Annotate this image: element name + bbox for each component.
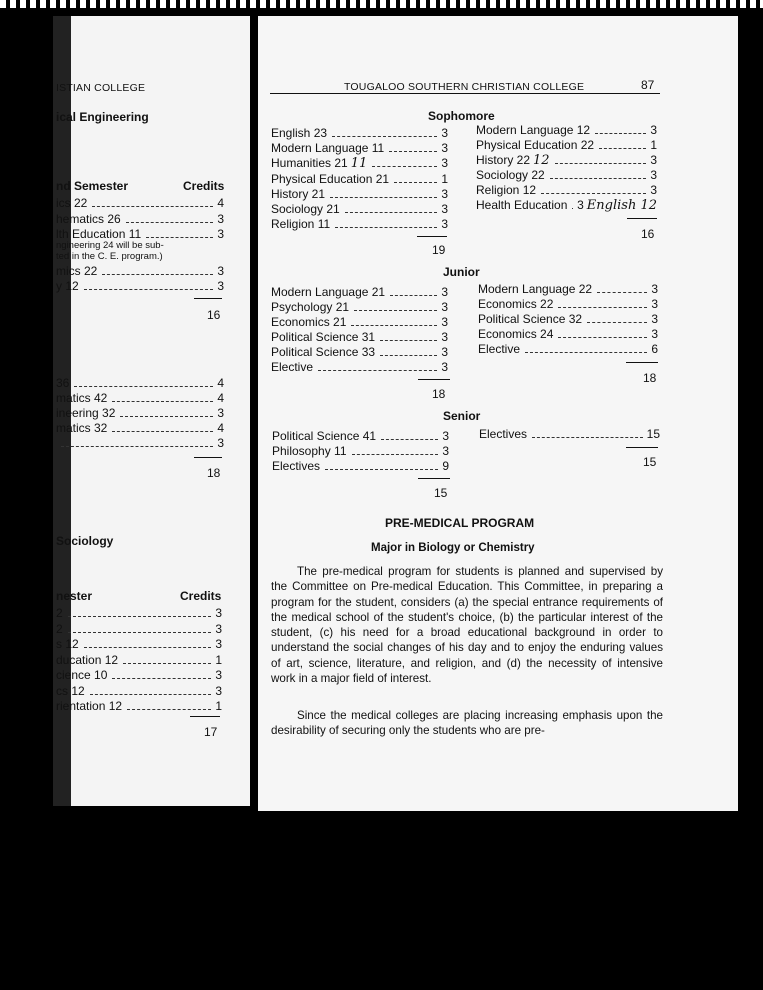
dot-leader	[127, 709, 211, 710]
course-row	[272, 459, 449, 473]
dot-leader	[532, 437, 643, 438]
course-row	[56, 684, 222, 698]
course-name: Economics 21	[271, 315, 347, 329]
dot-leader	[332, 136, 437, 137]
sen-left-total: 15	[434, 486, 448, 500]
course-name: Elective	[271, 360, 314, 374]
dot-leader	[595, 133, 646, 134]
left-note-2: ted in the C. E. program.)	[56, 251, 163, 262]
course-name: ineering 32	[56, 406, 116, 420]
dot-leader	[372, 166, 437, 167]
course-credits: 3	[442, 444, 449, 458]
handwritten-annotation: 12	[533, 153, 550, 168]
course-credits: 3	[217, 406, 224, 420]
left-total-rule-3	[190, 716, 220, 717]
course-row	[271, 330, 448, 344]
course-credits: 3	[441, 217, 448, 232]
course-row	[478, 282, 658, 296]
course-name: Modern Language 12	[476, 123, 591, 137]
course-name: History 21	[271, 186, 326, 201]
course-row	[271, 141, 448, 155]
course-credits: 3	[651, 297, 658, 311]
course-credits: 4	[217, 376, 224, 390]
course-name: lth Education 11	[56, 227, 142, 241]
course-row	[56, 637, 222, 651]
left-credits-header: Credits	[183, 179, 225, 193]
sen-right-total: 15	[643, 455, 657, 469]
course-credits: 3	[217, 264, 224, 278]
course-row	[479, 427, 660, 441]
course-name: Health Education	[476, 198, 568, 212]
course-credits: 3	[441, 315, 448, 329]
course-row	[476, 183, 657, 197]
course-credits: 3	[217, 279, 224, 293]
course-row	[56, 699, 222, 713]
jun-left-rule	[418, 379, 450, 380]
dot-leader	[112, 431, 213, 432]
jun-right-total: 18	[643, 371, 657, 385]
course-row	[271, 285, 448, 299]
course-credits: 1	[441, 171, 448, 186]
dot-leader	[541, 193, 646, 194]
page-number: 87	[641, 78, 655, 92]
course-credits: 3	[441, 202, 448, 216]
course-row	[271, 315, 448, 329]
course-row	[476, 138, 657, 152]
left-total-rule-2	[194, 457, 222, 458]
course-credits: 1	[215, 652, 222, 667]
course-row	[271, 126, 448, 140]
soph-right-rule	[627, 218, 657, 219]
course-credits: 3	[217, 436, 224, 450]
course-row	[56, 668, 222, 682]
left-total-3: 17	[204, 725, 218, 739]
course-credits: 3	[651, 327, 658, 341]
soph-left-rule	[417, 236, 447, 237]
course-name: Elective	[478, 342, 521, 356]
course-row	[271, 202, 448, 216]
dot-leader	[558, 307, 647, 308]
course-row	[56, 264, 224, 278]
dot-leader	[74, 386, 213, 387]
course-row	[476, 123, 657, 137]
dot-leader	[102, 274, 213, 275]
dot-leader	[380, 340, 437, 341]
left-note-1: ngineering 24 will be sub-	[56, 240, 164, 251]
course-name: Psychology 21	[271, 300, 350, 314]
course-row	[271, 187, 448, 201]
dot-leader	[390, 295, 437, 296]
course-credits: 3	[650, 123, 657, 137]
course-credits: 4	[217, 421, 224, 435]
course-name: Political Science 31	[271, 330, 376, 344]
course-row	[271, 345, 448, 359]
course-credits: 3	[651, 312, 658, 326]
course-name: 2	[56, 621, 63, 636]
dot-leader	[394, 182, 437, 183]
course-row	[56, 376, 224, 390]
course-credits: 3	[442, 429, 449, 443]
dot-leader	[335, 227, 437, 228]
course-name: Electives	[272, 459, 321, 473]
course-name: Physical Education 21	[271, 171, 390, 186]
premed-paragraph-1	[271, 564, 663, 686]
course-credits: 3	[217, 227, 224, 241]
dot-leader	[558, 337, 647, 338]
handwritten-annotation: English 12	[586, 198, 657, 213]
course-row	[56, 196, 224, 210]
course-name: Economics 22	[478, 297, 554, 311]
course-name: matics 32	[56, 421, 108, 435]
course-credits: 3	[441, 330, 448, 344]
dot-leader	[330, 197, 437, 198]
premed-paragraph-2-text: Since the medical colleges are placing increasing emphasis upon the desirability of securing only the students who are pre-	[271, 709, 663, 738]
jun-right-rule	[626, 362, 658, 363]
course-credits: 3	[441, 345, 448, 359]
course-credits: 3	[650, 168, 657, 182]
dot-leader	[84, 647, 212, 648]
course-credits: 3	[215, 668, 222, 682]
course-name: Religion 12	[476, 183, 537, 197]
page-edge	[0, 0, 763, 8]
dot-leader	[68, 632, 212, 633]
course-row	[271, 172, 448, 186]
dot-leader	[572, 208, 573, 209]
soph-left-total: 19	[432, 243, 446, 257]
course-name: matics 42	[56, 391, 108, 405]
dot-leader	[550, 178, 647, 179]
dot-leader	[587, 322, 647, 323]
left-program-title: ical Engineering	[56, 110, 149, 124]
dot-leader	[120, 416, 213, 417]
dot-leader	[389, 151, 437, 152]
course-row	[56, 606, 222, 620]
course-name: History 22	[476, 153, 531, 167]
course-credits: 3	[441, 360, 448, 374]
course-row	[478, 342, 658, 356]
dot-leader	[555, 163, 647, 164]
dot-leader	[345, 212, 438, 213]
course-credits: 3	[215, 683, 222, 698]
dot-leader	[92, 206, 213, 207]
course-credits: 3	[441, 285, 448, 299]
course-name: mics 22	[56, 264, 98, 278]
sophomore-title: Sophomore	[428, 109, 495, 123]
soph-right-total: 16	[641, 227, 655, 241]
senior-title: Senior	[443, 409, 481, 423]
jun-left-total: 18	[432, 387, 446, 401]
course-name: ducation 12	[56, 652, 119, 667]
course-row	[478, 297, 658, 311]
dot-leader	[126, 222, 214, 223]
dot-leader	[318, 370, 437, 371]
course-name: cience 10	[56, 668, 108, 682]
course-credits: 3	[441, 156, 448, 171]
course-row	[56, 436, 224, 450]
sen-left-rule	[418, 478, 450, 479]
dot-leader	[325, 469, 438, 470]
course-row	[271, 300, 448, 314]
dot-leader	[380, 355, 437, 356]
premed-title: PRE-MEDICAL PROGRAM	[385, 516, 535, 530]
dot-leader	[112, 401, 213, 402]
course-credits: 4	[217, 391, 224, 405]
course-name: hematics 26	[56, 211, 121, 226]
course-row	[478, 312, 658, 326]
right-page-header: TOUGALOO SOUTHERN CHRISTIAN COLLEGE	[344, 81, 585, 93]
course-name: Electives	[479, 427, 528, 441]
left-page-header: ISTIAN COLLEGE	[56, 82, 146, 94]
course-credits: 3	[215, 637, 222, 651]
dot-leader	[61, 446, 213, 447]
course-credits: 3	[441, 126, 448, 140]
course-name: English 23	[271, 126, 328, 140]
dot-leader	[84, 289, 214, 290]
dot-leader	[597, 292, 647, 293]
course-row	[272, 429, 449, 443]
course-row	[271, 217, 448, 231]
course-credits: 1	[650, 138, 657, 152]
course-row	[476, 168, 657, 182]
premed-paragraph-1-text: The pre-medical program for students is planned and supervised by the Committee on Pre-medical Education. This Committee, in preparing a program for the student, considers (a) the special entrance requirements of the medical school of the student's choice, (b) the particular interest of the student, (c) his need for a broad educational background in order to understand the social changes of his day and to enjoy the enduring values of art, science, literature, and religion, and (d) the necessity of intensive work in a major field of interest.	[271, 565, 663, 686]
left-credits-header-2: Credits	[180, 589, 222, 603]
course-row	[56, 622, 222, 636]
course-name: Sociology 22	[476, 168, 545, 182]
course-row	[56, 421, 224, 435]
course-name: Modern Language 22	[478, 282, 593, 296]
course-name: Modern Language 11	[271, 141, 385, 156]
course-row	[478, 327, 658, 341]
premed-paragraph-2	[271, 708, 663, 739]
course-name: Political Science 41	[272, 429, 377, 443]
dot-leader	[351, 325, 437, 326]
course-credits: 3	[651, 282, 658, 296]
course-credits: 3	[441, 300, 448, 314]
premed-subtitle: Major in Biology or Chemistry	[371, 542, 535, 554]
course-name: Philosophy 11	[272, 444, 347, 458]
dot-leader	[123, 663, 211, 664]
dot-leader	[381, 439, 438, 440]
course-credits: 3	[577, 198, 584, 212]
course-row	[271, 156, 448, 171]
left-semester-header: nd Semester	[56, 179, 129, 193]
course-row	[272, 444, 449, 458]
course-row	[56, 391, 224, 405]
course-credits: 6	[651, 342, 658, 356]
course-credits: 4	[217, 196, 224, 210]
course-row	[56, 406, 224, 420]
course-credits: 3	[441, 186, 448, 201]
course-row	[56, 227, 224, 241]
dot-leader	[525, 352, 647, 353]
left-semester-header-2: nester	[56, 589, 93, 603]
junior-title: Junior	[443, 265, 480, 279]
course-name: y 12	[56, 279, 79, 293]
course-name: Sociology 21	[271, 202, 340, 216]
course-credits: 3	[441, 141, 448, 156]
course-row	[476, 198, 657, 213]
left-total-rule-1	[194, 298, 222, 299]
left-total-1: 16	[207, 308, 221, 322]
course-row	[56, 212, 224, 226]
course-name: ics 22	[56, 196, 88, 210]
handwritten-annotation: 11	[350, 156, 368, 172]
sen-right-rule	[626, 447, 658, 448]
course-name: s 12	[56, 637, 79, 651]
course-name: 2	[56, 606, 63, 620]
course-name: rientation 12	[56, 699, 123, 713]
course-name: Humanities 21	[271, 156, 348, 171]
course-name: Physical Education 22	[476, 138, 595, 152]
course-name: 36	[56, 376, 70, 390]
course-credits: 3	[215, 621, 222, 636]
course-credits: 15	[646, 427, 660, 441]
course-name: Political Science 33	[271, 345, 376, 359]
dot-leader	[112, 678, 211, 679]
course-name: Political Science 32	[478, 312, 583, 326]
course-row	[271, 360, 448, 374]
course-row	[476, 153, 657, 168]
dot-leader	[599, 148, 646, 149]
course-credits: 3	[215, 606, 222, 620]
course-credits: 1	[215, 699, 222, 713]
course-credits: 3	[217, 211, 224, 226]
course-credits: 3	[650, 183, 657, 197]
header-rule	[270, 93, 660, 94]
course-credits: 3	[650, 153, 657, 167]
course-credits: 9	[442, 459, 449, 473]
left-program-title-2: Sociology	[56, 534, 114, 548]
course-row	[56, 279, 224, 293]
course-name: Religion 11	[271, 217, 331, 232]
left-total-2: 18	[207, 466, 221, 480]
dot-leader	[68, 616, 212, 617]
dot-leader	[146, 237, 213, 238]
course-name: cs 12	[56, 683, 85, 698]
dot-leader	[90, 694, 212, 695]
dot-leader	[352, 454, 439, 455]
course-name: Economics 24	[478, 327, 554, 341]
course-name: Modern Language 21	[271, 285, 386, 299]
course-row	[56, 653, 222, 667]
dot-leader	[354, 310, 437, 311]
